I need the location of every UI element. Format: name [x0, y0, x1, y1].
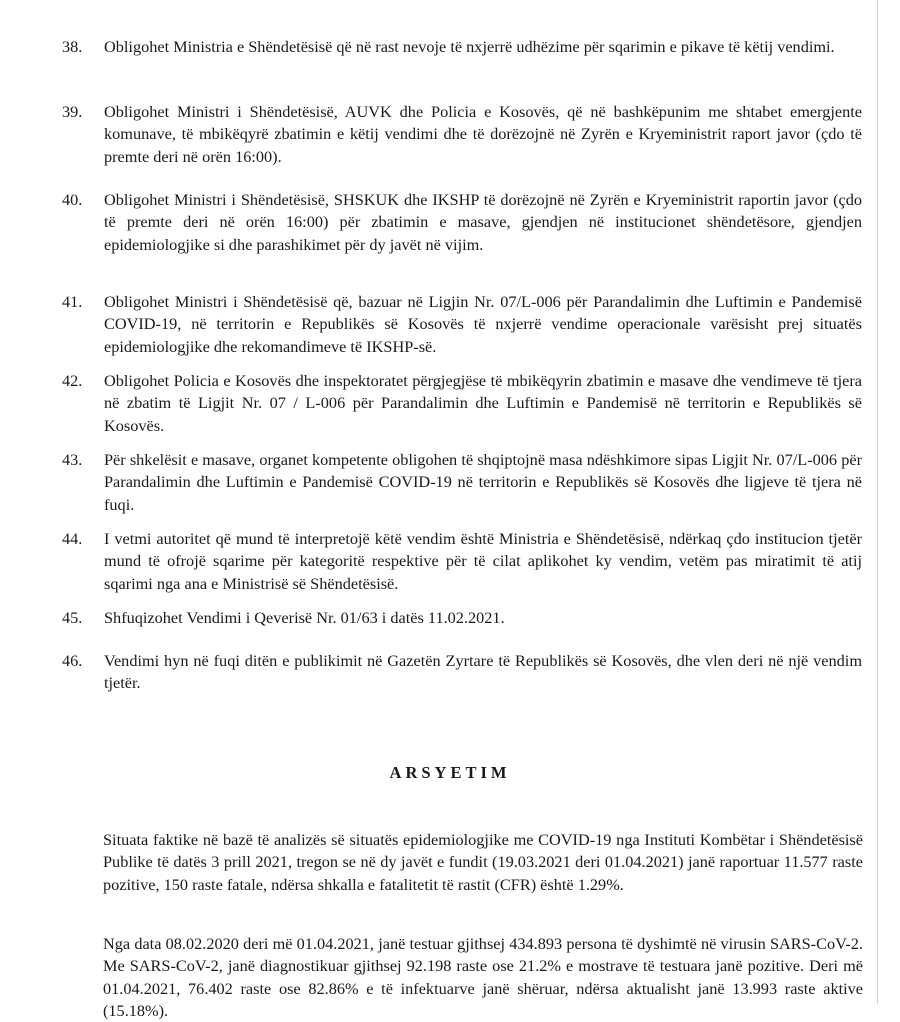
item-text: Obligohet Ministri i Shëndetësisë, AUVK dhe Policia e Kosovës, që në bashkëpunim me shtabet emergjente komunave, të mbikëqyrë zbatimin e këtij vendimi dhe të dorëzojnë në Zyrën e Kryeministrit raport javor (çdo të premte deri në orën 16:00).: [104, 102, 862, 166]
item-number: 42.: [62, 371, 83, 390]
item-number: 41.: [62, 292, 83, 311]
item-text: Për shkelësit e masave, organet kompetente obligohen të shqiptojnë masa ndëshkimore sipas Ligjit Nr. 07/L-006 për Parandalimin dhe Luftimin e Pandemisë COVID-19 në territorin e Republikës së Kosovës dhe ligjeve të tjera në fuqi.: [104, 450, 862, 514]
item-text: Obligohet Ministri i Shëndetësisë që, bazuar në Ligjin Nr. 07/L-006 për Parandalimin dhe Luftimin e Pandemisë COVID-19, në territorin e Republikës së Kosovës të nxjerrë vendime operacionale varësisht prej situatës epidemiologjike dhe rekomandimeve të IKSHP-së.: [104, 292, 862, 356]
item-number: 46.: [62, 651, 83, 670]
item-number: 44.: [62, 529, 83, 548]
item-text: Obligohet Ministria e Shëndetësisë që në rast nevoje të nxjerrë udhëzime për sqarimin e pikave të këtij vendimi.: [104, 37, 835, 56]
page-edge-divider: [877, 0, 878, 1004]
item-number: 38.: [62, 37, 83, 56]
item-text: Shfuqizohet Vendimi i Qeverisë Nr. 01/63 i datës 11.02.2021.: [104, 608, 505, 627]
item-text: Obligohet Ministri i Shëndetësisë, SHSKUK dhe IKSHP të dorëzojnë në Zyrën e Kryeministrit raportin javor (çdo të premte deri në orën 16:00) për zbatimin e masave, gjendjen në institucionet shëndetësore, gjendjen epidemiologjike si dhe parashikimet për dy javët në vijim.: [104, 190, 862, 254]
item-text: I vetmi autoritet që mund të interpretojë këtë vendim është Ministria e Shëndetësisë, ndërkaq çdo institucion tjetër mund të ofrojë sqarime për kategoritë respektive për të cilat aplikohet ky vendim, vetëm pas miratimit të atij sqarimi nga ana e Ministrisë së Shëndetësisë.: [104, 529, 862, 593]
item-number: 45.: [62, 608, 83, 627]
body-paragraph: Nga data 08.02.2020 deri më 01.04.2021, janë testuar gjithsej 434.893 persona të dyshimtë në virusin SARS-CoV-2. Me SARS-CoV-2, janë diagnostikuar gjithsej 92.198 raste ose 21.2% e mostrave të testuara janë pozitive. Deri më 01.04.2021, 76.402 raste ose 82.86% e të infektuarve janë shëruar, ndërsa aktualisht janë 13.993 raste aktive (15.18%).: [103, 934, 863, 1020]
item-text: Vendimi hyn në fuqi ditën e publikimit në Gazetën Zyrtare të Republikës së Kosovës, dhe vlen deri në një vendim tjetër.: [104, 651, 862, 693]
item-number: 40.: [62, 190, 83, 209]
item-number: 43.: [62, 450, 83, 469]
item-text: Obligohet Policia e Kosovës dhe inspektoratet përgjegjëse të mbikëqyrin zbatimin e masave dhe vendimeve të tjera në zbatim të Ligjit Nr. 07 / L-006 për Parandalimin dhe Luftimin e Pandemisë në territorin e Republikës së Kosovës.: [104, 371, 862, 435]
section-heading: ARSYETIM: [389, 763, 511, 782]
body-paragraph: Situata faktike në bazë të analizës së situatës epidemiologjike me COVID-19 nga Instituti Kombëtar i Shëndetësisë Publike të datës 3 prill 2021, tregon se në dy javët e fundit (19.03.2021 deri 01.04.2021) janë raportuar 11.577 raste pozitive, 150 raste fatale, ndërsa shkalla e fatalitetit të rastit (CFR) është 1.29%.: [103, 830, 863, 894]
item-number: 39.: [62, 102, 83, 121]
